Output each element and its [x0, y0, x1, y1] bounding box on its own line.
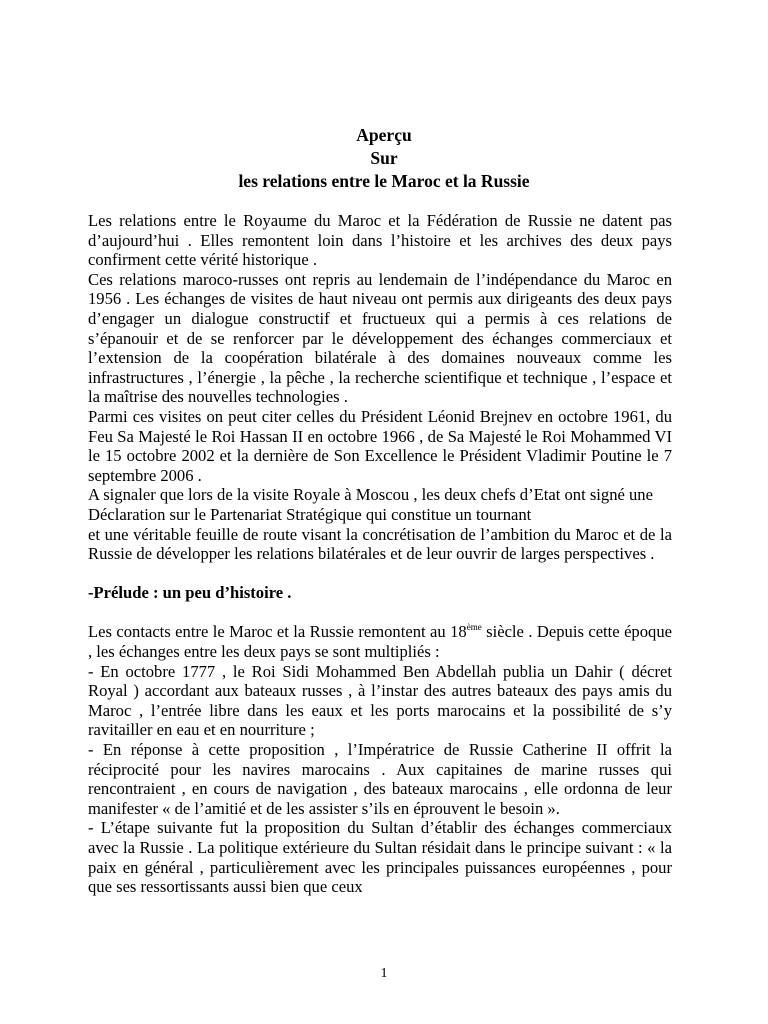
blank-line [88, 603, 672, 623]
document-body [88, 211, 672, 897]
list-item-commercial-exchanges: - L’étape suivante fut la proposition du Sultan d’établir des échanges commerciaux avec la Russie . La politique extérieure du Sultan résidait dans le principe suivant : « la paix en général , particulièrement avec les principales puissances européennes , pour que ses ressortissants aussi bien que ceux [88, 818, 672, 897]
superscript-eme: ème [466, 622, 482, 633]
paragraph-post-independence: Ces relations maroco-russes ont repris au lendemain de l’indépendance du Maroc en 1956 . Les échanges de visites de haut niveau ont permis aux dirigeants des deux pays d’engager un dialogue constructif et fructueux qui a permis à ces relations de s’épanouir et de se renforcer par le développement des échanges commerciaux et l’extension de la coopération bilatérale à des domaines nouveaux comme les infrastructures , l’énergie , la pêche , la recherche scientifique et technique , l’espace et la maîtrise des nouvelles technologies . [88, 269, 672, 407]
paragraph-declaration-part-1: A signaler que lors de la visite Royale à Moscou , les deux chefs d’Etat ont signé une Déclaration sur le Partenariat Stratégique qui constitue un tournant [88, 485, 653, 524]
prelude-intro-text-end: siècle . Depuis cette époque , les échanges entre les deux pays se sont multipliés : [88, 622, 672, 662]
blank-line [88, 564, 672, 584]
paragraph-intro: Les relations entre le Royaume du Maroc et la Fédération de Russie ne datent pas d’aujourd’hui . Elles remontent loin dans l’histoire et les archives des deux pays confirment cette vérité historique . [88, 211, 672, 270]
paragraph-prelude-intro [88, 622, 672, 661]
prelude-intro-text: Les contacts entre le Maroc et la Russie remontent au 18 [88, 622, 467, 642]
section-heading-prelude: -Prélude : un peu d’histoire . [88, 583, 292, 603]
document-title [0, 124, 768, 193]
paragraph-declaration-part-2: et une véritable feuille de route visant la concrétisation de l’ambition du Maroc et de la Russie de développer les relations bilatérales et de leur ouvrir de larges perspectives . [88, 524, 672, 564]
title-line-1: Aperçu [356, 125, 412, 145]
list-item-catherine-ii: - En réponse à cette proposition , l’Impératrice de Russie Catherine II offrit la réciprocité pour les navires marocains . Aux capitaines de marine russes qui rencontraient , en cours de navigation , des bateaux marocains , elle ordonna de leur manifester « de l’amitié et de les assister s’ils en éprouvent le besoin ». [88, 740, 672, 818]
page-number: 1 [380, 966, 388, 981]
title-line-3: les relations entre le Maroc et la Russie [238, 171, 530, 191]
paragraph-visits: Parmi ces visites on peut citer celles du Président Léonid Brejnev en octobre 1961, du Feu Sa Majesté le Roi Hassan II en octobre 1966 , de Sa Majesté le Roi Mohammed VI le 15 octobre 2002 et la dernière de Son Excellence le Président Vladimir Poutine le 7 septembre 2006 . [88, 406, 672, 485]
title-line-2: Sur [370, 148, 398, 168]
list-item-1777-dahir: - En octobre 1777 , le Roi Sidi Mohammed Ben Abdellah publia un Dahir ( décret Royal ) accordant aux bateaux russes , à l’instar des autres bateaux des pays amis du Maroc , l’entrée libre dans les eaux et les ports marocains et la possibilité de s’y ravitailler en eau et en nourriture ; [88, 661, 672, 740]
